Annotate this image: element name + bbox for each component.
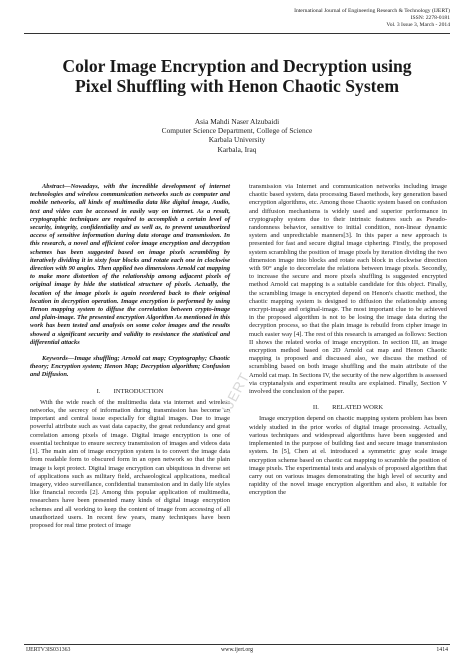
author-department: Computer Science Department, College of Science: [161, 126, 313, 136]
journal-name: International Journal of Engineering Research & Technology (IJERT): [294, 8, 450, 14]
title-line-2: Pixel Shuffling with Henon Chaotic System: [74, 76, 400, 96]
related-work-text: Image encryption depend on chaotic mapping system problem has been widely studied in the prior works of digital image processing. Actually, various techniques and widespread algorithms have been suggested and implemented in the purpose of building fast and secure image transmission system. In [5], Chen at el. introduced a symmetric gray scale image encryption scheme based on chaotic cat mapping to scramble the position of image pixels. The experimental tests and analysis of proposed algorithm that carry out on various images demonstrating the high level of security and rapidity of the novel image encryption algorithm and also, it suitable for encryption the: [249, 415, 447, 497]
paper-title: [20, 56, 454, 96]
footer-website-link[interactable]: www.ijert.org: [220, 647, 254, 653]
abstract: Abstract—Nowadays, with the incredible development of internet technologies and wireless communication networks such as computer and mobile networks, all kinds of multimedia data like digital image, Audio, text and video can be accessed in easily way on internet. As a result, cryptographic techniques are required to accomplish a certain level of security, integrity, confidentiality and as well as, to prevent unauthorized access of sensitive information during data storage and transmission. In this research, a novel and efficient color image encryption and decryption schemes has been suggested based on image pixels scrambling by iteratively dividing it in sixty four blocks and rotate each one in clockwise direction with 90 angles. Then applied two dimensions Arnold cat mapping to make more distortion of the relationship among adjacent pixels of original image by hide the statistical structure of pixels. Actually, the location of the image pixels is again reordered back to their original location in decryption operation. Image encryption is performed by using Henon mapping system to diffuse the correlation between crypto-image and plain-image. The presented encryption Algorithm As mentioned in this work has been tested and analysis on some color images and the results showed a significant security and validity to resistance the statistical and differential attacks: [30, 183, 230, 346]
section-heading-related-work: II. RELATED WORK: [312, 404, 384, 412]
title-line-1: Color Image Encryption and Decryption using: [62, 56, 412, 76]
journal-issn: ISSN: 2278-0181: [410, 15, 450, 22]
author-block: [20, 117, 454, 154]
footer-paper-id: IJERTV3IS031363: [26, 647, 71, 653]
left-column: [30, 183, 230, 530]
watermark: IJERT: [218, 369, 253, 416]
author-name: Asia Mahdi Naser Alzubaidi: [194, 117, 280, 126]
author-city: Karbala, Iraq: [217, 144, 257, 154]
keywords: [30, 355, 230, 380]
footer-rule: [24, 644, 450, 645]
keywords-text: Image shuffling; Arnold cat map; Cryptography; Chaotic theory; Encryption system; Henon Map; Decryption algorithm; Confusion and Diffusion.: [30, 355, 230, 379]
header-rule: [24, 33, 450, 34]
author-university: Karbala University: [208, 135, 266, 145]
keywords-label: Keywords—: [42, 355, 75, 363]
introduction-text: With the wide reach of the multimedia data via internet and wireless networks, the secrecy of information during transmission has become an important and central issue especially for digital images. Due to image powerful attribute such as vast data capacity, the great redundancy and great correlation among pixels of image. Digital image encryption is one of essential technique to ensure secrecy transmission of images and videos data [1]. The main aim of image encryption system is to convert the image data from readable form to obscured form in an open network so that the plain image is kept protect. Digital image encryption can ubiquitous in diverse set of applications such as military field, archaeological applications, medical imagery, video surveillance, confidential transmission and in daily life styles like financial records [2]. Among this popular application of multimedia, researchers have been presented many kinds of digital image encryption schemes and all working to keep the content of image from accessing of all unauthorized users. In recent few years, many techniques have been proposed for real time protect of image: [30, 398, 230, 529]
journal-header: [294, 8, 450, 30]
section-heading-introduction: I. INTRODUCTION: [96, 387, 164, 395]
introduction-continued: transmission via Internet and communication networks including image chaotic based system, data processing Based methods, key generation based encryption algorithms, etc. Among those Chaotic system based on confusion and diffusion mechanisms is widely used and superior performance in cryptography system due to their intrinsic features such as Pseudo-randomness behavior, sensitive to initial condition, non-linear dynamic system and unpredictable manners[3]. In this paper a new approach is presented for fast and secure digital image ciphering. Firstly, the proposed system scrambling the position of image pixels by iteration dividing the two dimension image into blocks and rotate each block in clockwise direction with 90° angle to decorrelate the relations between image pixels. Secondly, to increase the secure and more pixels shuffling is suggested encrypted method Arnold cat mapping is a suitable candidate for this object. Finally, the scrambling image is encrypted depend on Henon's chaotic method, the chaotic mapping system is designed to diffusion the relationship among encrypt-image and original-image. The most important clue to be achieved in the proposed algorithm is not to be losing the image data during the decryption process, so that the plain image is rebuild from cipher image in much easier way [4]. The rest of this research is arranged as follows: Section II shows the related works of image encryption. In section III, an image encryption method based on 2D Arnold cat map and Henon Chaotic mapping is proposed and discussed also, we discuss the method of scrambling based on both image shuffling and the main attribute of the Arnold cat map. In Sections IV, the security of the new algorithm is assessed via cryptanalysis and experiment results are explained. Finally, Section V involved the conclusion of the paper.: [249, 183, 447, 396]
journal-volume: Vol. 3 Issue 3, March - 2014: [386, 22, 450, 29]
footer-page-number: 1414: [436, 647, 448, 653]
right-column: [249, 183, 447, 498]
